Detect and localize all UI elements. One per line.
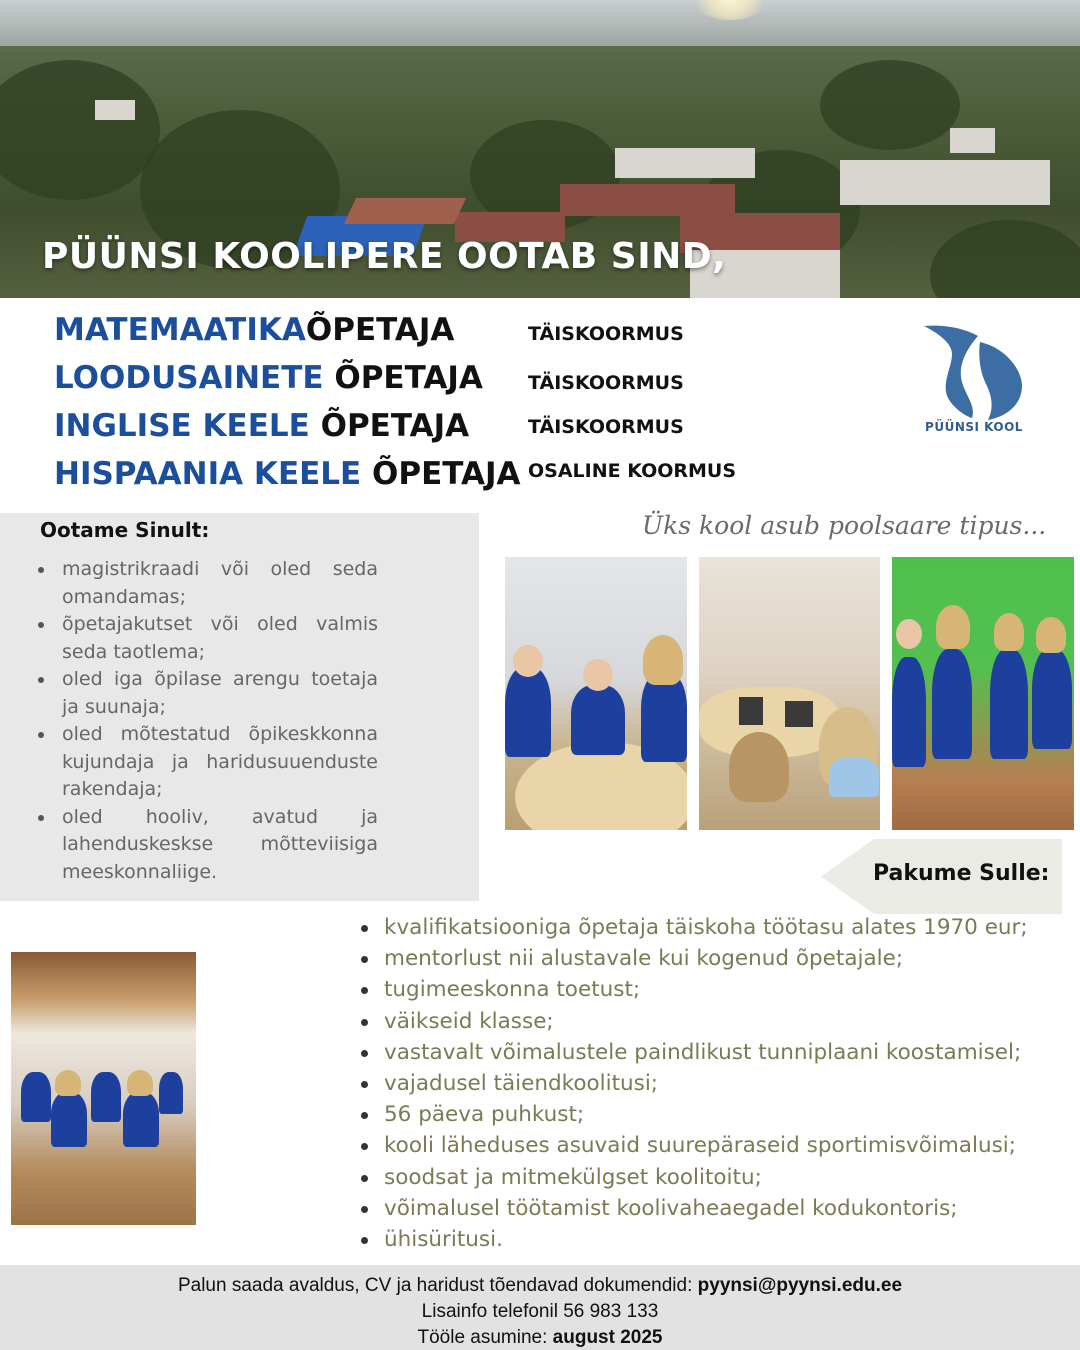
hero-title: PÜÜNSI KOOLIPERE OOTAB SIND, [42,236,727,277]
footer-start-date: august 2025 [552,1327,663,1348]
list-item: õpetajakutset või oled valmis seda taotlema; [62,611,378,666]
sea-horizon [0,0,1080,46]
photo-students-uniforms [892,557,1074,830]
footer-application-line [0,1275,1080,1297]
list-item: ühisüritusi. [384,1224,1074,1255]
position-subject: MATEMAATIKA [54,312,306,348]
photo-students-hallway [505,557,687,830]
list-item: 56 päeva puhkust; [384,1099,1074,1130]
position-role: ÕPETAJA [305,312,455,348]
position-subject: HISPAANIA KEELE [54,456,362,492]
position-science [54,360,483,396]
position-role: ÕPETAJA [309,408,470,444]
list-item: soodsat ja mitmekülgset koolitoitu; [384,1162,1074,1193]
list-item: oled hooliv, avatud ja lahenduskeskse mõtteviisiga meeskonnaliige. [62,804,378,887]
photo-classroom [699,557,880,830]
list-item: vajadusel täiendkoolitusi; [384,1068,1074,1099]
requirements-list [62,556,378,886]
footer-phone-line: Lisainfo telefonil 56 983 133 [421,1301,659,1322]
position-role: ÕPETAJA [361,456,521,492]
footer-start-label: Tööle asumine: [417,1327,553,1348]
requirements-title: Ootame Sinult: [40,518,210,542]
contact-email[interactable]: pyynsi@pyynsi.edu.ee [697,1275,903,1296]
list-item: oled iga õpilase arengu toetaja ja suunaja; [62,666,378,721]
list-item: mentorlust nii alustavale kui kogenud õpetajale; [384,943,1074,974]
position-english [54,408,469,444]
hero-aerial-photo [0,0,1080,298]
position-load: TÄISKOORMUS [528,416,684,438]
position-math [54,312,454,348]
footer [0,1265,1080,1350]
school-logo-text: PÜÜNSI KOOL [925,420,1023,434]
position-load: TÄISKOORMUS [528,372,684,394]
list-item: vastavalt võimalustele paindlikust tunniplaani koostamisel; [384,1037,1074,1068]
position-role: ÕPETAJA [323,360,483,396]
position-spanish [54,456,521,492]
list-item: kvalifikatsiooniga õpetaja täiskoha töötasu alates 1970 eur; [384,912,1074,943]
photo-dance-hall [11,952,196,1225]
list-item: võimalusel töötamist koolivaheaegadel kodukontoris; [384,1193,1074,1224]
offer-list [384,912,1074,1255]
list-item: kooli läheduses asuvaid suurepäraseid sportimisvõimalusi; [384,1130,1074,1161]
list-item: väikseid klasse; [384,1006,1074,1037]
footer-application-text: Palun saada avaldus, CV ja haridust tõendavad dokumendid: [177,1275,698,1296]
footer-start-line [0,1327,1080,1349]
position-subject: INGLISE KEELE [54,408,310,444]
offer-title: Pakume Sulle: [873,861,1050,886]
position-subject: LOODUSAINETE [54,360,324,396]
list-item: oled mõtestatud õpikeskkonna kujundaja ja haridusuuenduste rakendaja; [62,721,378,804]
tagline: Üks kool asub poolsaare tipus... [642,511,1047,540]
position-load: OSALINE KOORMUS [528,460,737,482]
list-item: magistrikraadi või oled seda omandamas; [62,556,378,611]
position-load: TÄISKOORMUS [528,323,684,345]
list-item: tugimeeskonna toetust; [384,974,1074,1005]
